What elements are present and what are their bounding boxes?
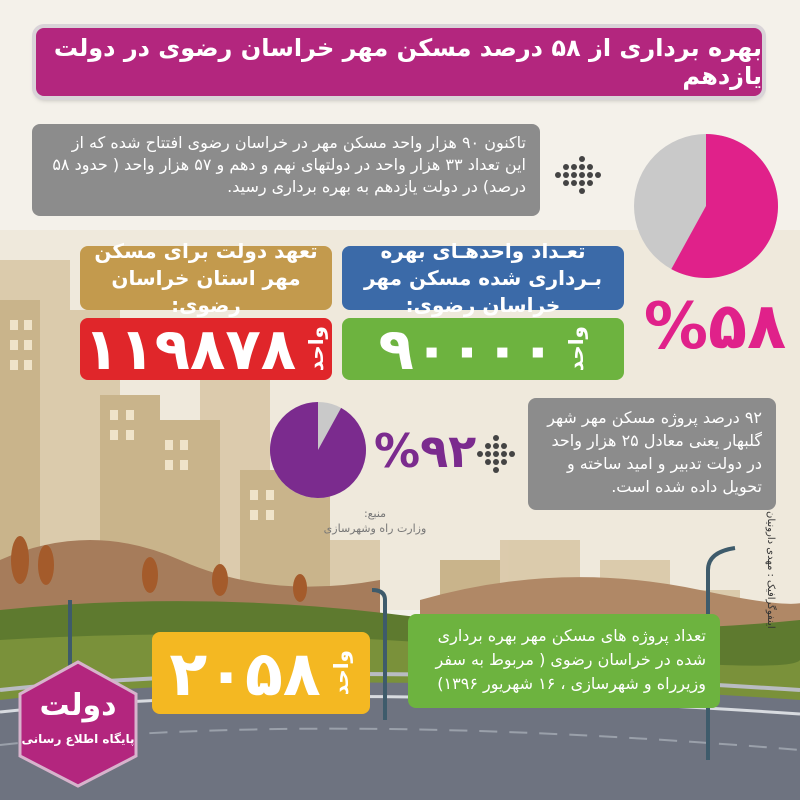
source-value: وزارت راه وشهرسازی	[323, 522, 427, 535]
percent-92-label: %۹۲	[374, 424, 477, 478]
logo-title: دولت	[39, 688, 117, 723]
dotted-arrow-icon	[552, 140, 608, 210]
source-label: منبع:	[363, 507, 387, 520]
commitment-value: ۱۱۹۸۷۸	[83, 315, 297, 383]
projects-value: ۲۰۵۸	[169, 636, 321, 710]
dotted-arrow-icon	[474, 426, 524, 482]
source-note	[320, 506, 430, 536]
operated-value: ۹۰۰۰۰	[378, 315, 556, 383]
percent-58-label: %۵۸	[643, 290, 787, 364]
page-title: بهره برداری از ۵۸ درصد مسکن مهر خراسان رضوی در دولت یازدهم	[36, 28, 762, 96]
pie-92-slice	[270, 402, 366, 498]
commitment-unit: واحد	[304, 326, 329, 372]
projects-text: تعداد پروژه های مسکن مهر بهره برداری شده در خراسان رضوی ( مربوط به سفر وزیرراه و شهرسازی ، ۱۶ شهریور ۱۳۹۶)	[408, 614, 720, 708]
projects-unit: واحد	[328, 650, 353, 696]
logo	[14, 688, 142, 748]
operated-label: تعـداد واحدهـای بهره بـرداری شده مسکن مهر خراسان رضوی:	[342, 246, 624, 310]
pie-chart-92	[266, 398, 370, 502]
operated-value-box	[342, 315, 624, 383]
pie-chart-58	[628, 128, 784, 284]
logo-subtitle: پایگاه اطلاع رسانی	[21, 732, 135, 746]
commitment-label: تعهد دولت برای مسکن مهر استان خراسان رضوی:	[80, 246, 332, 310]
intro-text: تاکنون ۹۰ هزار واحد مسکن مهر در خراسان رضوی افتتاح شده که از این تعداد ۳۳ هزار واحد در دولتهای نهم و دهم و ۵۷ هزار واحد ( حدود ۵۸ درصد) در دولت یازدهم به بهره برداری رسید.	[32, 124, 540, 216]
commitment-value-box	[80, 315, 332, 383]
projects-value-box	[152, 632, 370, 714]
golbahar-text: ۹۲ درصد پروژه مسکن مهر شهر گلبهار یعنی معادل ۲۵ هزار واحد در دولت تدبیر و امید ساخته و تحویل داده شده است.	[528, 398, 776, 510]
operated-unit: واحد	[563, 326, 588, 372]
credit-text: اینفوگرافیک : مهدی دارونیان	[765, 511, 776, 629]
